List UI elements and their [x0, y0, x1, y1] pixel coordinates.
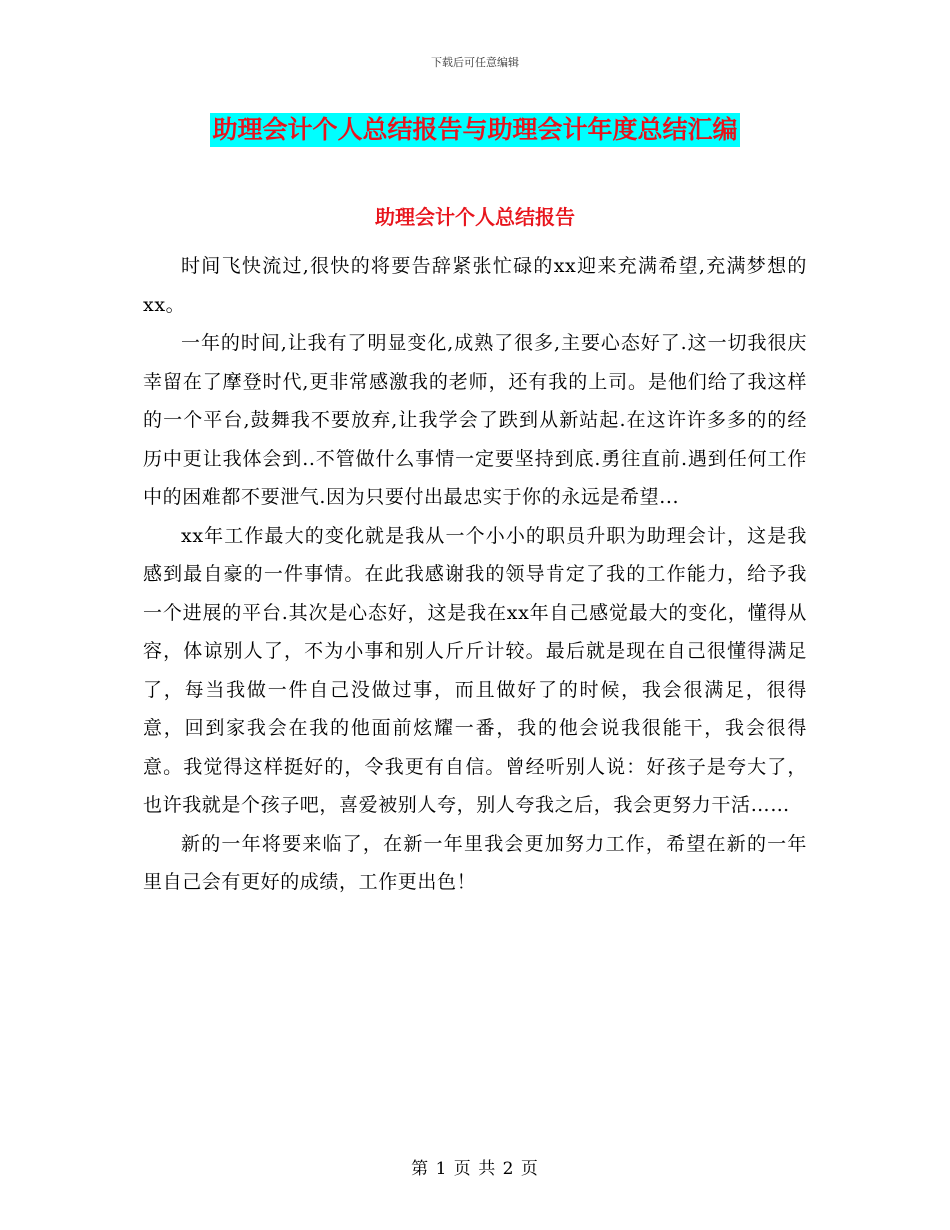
document-body [143, 247, 807, 902]
paragraph: 一年的时间,让我有了明显变化,成熟了很多,主要心态好了.这一切我很庆幸留在了摩登时代,更非常感激我的老师，还有我的上司。是他们给了我这样的一个平台,鼓舞我不要放弃,让我学会了跌到从新站起.在这许许多多的的经历中更让我体会到..不管做什么事情一定要坚持到底.勇往直前.遇到任何工作中的困难都不要泄气.因为只要付出最忠实于你的永远是希望... [143, 332, 807, 508]
download-note: 下载后可任意编辑 [431, 56, 519, 69]
paragraph: 时间飞快流过,很快的将要告辞紧张忙碌的xx迎来充满希望,充满梦想的xx。 [143, 255, 807, 316]
main-title-container [0, 113, 950, 147]
main-title: 助理会计个人总结报告与助理会计年度总结汇编 [210, 113, 739, 147]
paragraph: xx年工作最大的变化就是我从一个小小的职员升职为助理会计，这是我感到最自豪的一件事情。在此我感谢我的领导肯定了我的工作能力，给予我一个进展的平台.其次是心态好，这是我在xx年自己感觉最大的变化，懂得从容，体谅别人了，不为小事和别人斤斤计较。最后就是现在自己很懂得满足了，每当我做一件自己没做过事，而且做好了的时候，我会很满足，很得意，回到家我会在我的他面前炫耀一番，我的他会说我很能干，我会很得意。我觉得这样挺好的，令我更有自信。曾经听别人说：好孩子是夸大了，也许我就是个孩子吧，喜爱被别人夸，别人夸我之后，我会更努力干活…… [143, 524, 807, 816]
section-title: 助理会计个人总结报告 [375, 205, 575, 229]
paragraph: 新的一年将要来临了，在新一年里我会更加努力工作，希望在新的一年里自己会有更好的成绩，工作更出色！ [143, 832, 807, 893]
page-number: 第 1 页 共 2 页 [411, 1159, 539, 1179]
